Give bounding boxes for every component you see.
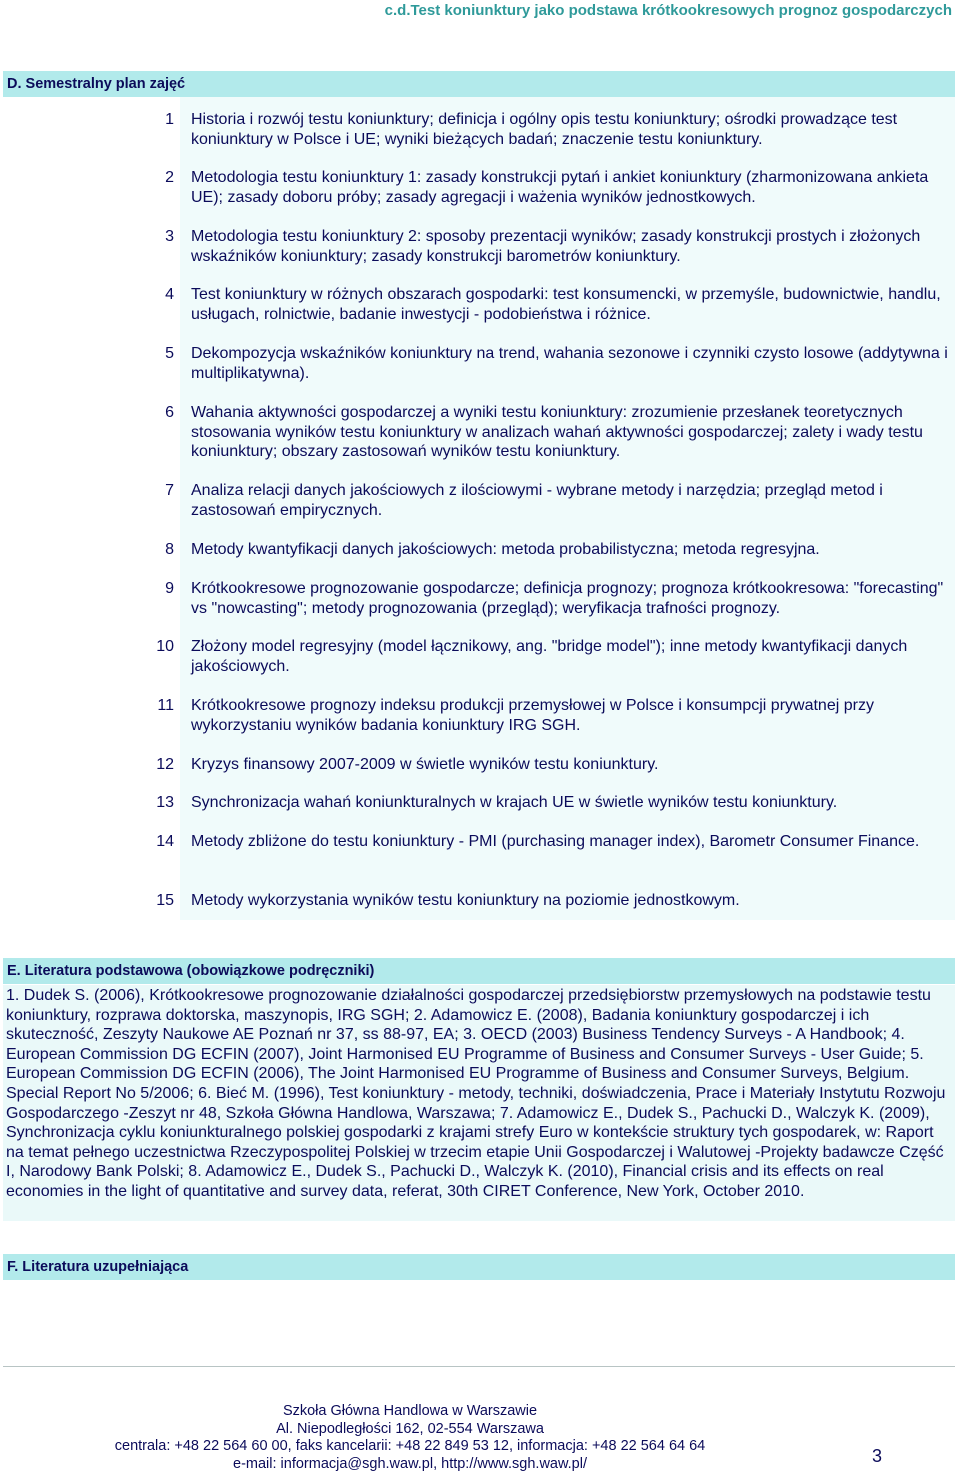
plan-section-heading: D. Semestralny plan zajęć — [3, 71, 955, 97]
footer-address: Al. Niepodległości 162, 02-554 Warszawa — [276, 1420, 544, 1437]
footer-contact: e-mail: informacja@sgh.waw.pl, http://www.sgh.waw.pl/ — [233, 1455, 587, 1472]
plan-item-text: Synchronizacja wahań koniunkturalnych w krajach UE w świetle wyników testu koniunktury. — [191, 794, 838, 811]
plan-item-text: Metodologia testu koniunktury 1: zasady konstrukcji pytań i ankiet koniunktury (zharmonizowana ankieta UE); zasady doboru próby; zasady agregacji i ważenia wyników jednostkowych. — [191, 169, 929, 206]
plan-item-text: Analiza relacji danych jakościowych z ilościowymi - wybrane metody i narzędzia; przegląd metod i zastosowań empirycznych. — [191, 482, 883, 519]
plan-item-text: Test koniunktury w różnych obszarach gospodarki: test konsumencki, w przemyśle, budownictwie, handlu, usługach, rolnictwie, badanie inwestycji - podobieństwa i różnice. — [191, 286, 941, 323]
plan-item-text: Metody kwantyfikacji danych jakościowych: metoda probabilistyczna; metoda regresyjna. — [191, 541, 820, 558]
plan-item-number: 15 — [156, 892, 174, 909]
plan-item-number: 12 — [156, 756, 174, 773]
literature-extra-heading: F. Literatura uzupełniająca — [3, 1254, 955, 1280]
plan-item-text: Dekompozycja wskaźników koniunktury na trend, wahania sezonowe i czynniki czysto losowe (addytywna i multiplikatywna). — [191, 345, 948, 382]
plan-item-text: Metodologia testu koniunktury 2: sposoby prezentacji wyników; zasady konstrukcji prostych i złożonych wskaźników koniunktury; zasady konstrukcji barometrów koniunktury. — [191, 228, 921, 265]
plan-item-text: Krótkookresowe prognozowanie gospodarcze; definicja prognozy; prognoza krótkookresowa: "forecasting" vs "nowcasting"; metody prognozowania (przegląd); weryfikacja trafności prognozy. — [191, 580, 944, 617]
plan-item-text: Złożony model regresyjny (model łącznikowy, ang. "bridge model"); inne metody kwantyfikacji danych jakościowych. — [191, 638, 908, 675]
plan-table — [3, 97, 955, 920]
plan-item-number: 11 — [157, 697, 174, 714]
literature-basic-box — [3, 985, 955, 1221]
plan-item-text: Historia i rozwój testu koniunktury; definicja i ogólny opis testu koniunktury; ośrodki prowadzące test koniunktury w Polsce i UE; wyniki bieżących badań; znaczenie testu koniunktury. — [191, 111, 898, 148]
footer-phones: centrala: +48 22 564 60 00, faks kancelarii: +48 22 849 53 12, informacja: +48 22 564 64 64 — [114, 1438, 706, 1455]
plan-item-number: 5 — [165, 345, 174, 362]
page-number: 3 — [872, 1446, 883, 1466]
literature-basic-heading: E. Literatura podstawowa (obowiązkowe podręczniki) — [3, 958, 955, 984]
plan-item-number: 2 — [165, 169, 174, 186]
plan-item-text: Metody zbliżone do testu koniunktury - PMI (purchasing manager index), Barometr Consumer Finance. — [191, 833, 920, 850]
running-header-title: c.d.Test koniunktury jako podstawa krótkookresowych prognoz gospodarczych — [384, 2, 952, 19]
plan-item-number: 1 — [165, 111, 174, 128]
plan-item-text: Krótkookresowe prognozy indeksu produkcji przemysłowej w Polsce i konsumpcji prywatnej przy wykorzystaniu wyników badania koniunktury IRG SGH. — [191, 697, 874, 734]
plan-item-number: 8 — [165, 541, 174, 558]
plan-item-number: 6 — [165, 404, 174, 421]
plan-list — [3, 97, 955, 920]
plan-item-number: 3 — [165, 228, 174, 245]
literature-basic-text: 1. Dudek S. (2006), Krótkookresowe prognozowanie działalności gospodarczej przedsiębiorstw przemysłowych na podstawie testu koniunktury, rozprawa doktorska, maszynopis, IRG SGH; 2. Adamowicz E. (2008), Badania koniunktury gospodarczej i ich skuteczność, Zeszyty Naukowe AE Poznań nr 37, ss 88-97, EA; 3. OECD (2003) Business Tendency Surveys - A Handbook; 4. European Commission DG ECFIN (2007), Joint Harmonised EU Programme of Business and Consumer Surveys - User Guide; 5. European Commission DG ECFIN (2006), The Joint Harmonised EU Programme of Business and Consumer Surveys, Belgium. Special Report No 5/2006; 6. Bieć M. (1996), Test koniunktury - metody, techniki, doświadczenia, Prace i Materiały Instytutu Rozwoju Gospodarczego -Zeszyt nr 48, Szkoła Główna Handlowa, Warszawa; 7. Adamowicz E., Dudek S., Pachucki D., Walczyk K. (2009), Synchronizacja cyklu koniunkturalnego polskiej gospodarki z krajami strefy Euro w kontekście struktury tych gospodarek, w: Raport na temat pełnego uczestnictwa Rzeczypospolitej Polskiej w trzecim etapie Unii Gospodarczej i Walutowej -Projekty badawcze Część I, Narodowy Bank Polski; 8. Adamowicz E., Dudek S., Pachucki D., Walczyk K. (2010), Financial crisis and its effects on real economies in the light of quantitative and survey data, referat, 30th CIRET Conference, New York, October 2010. — [6, 987, 946, 1200]
plan-item-number: 4 — [165, 286, 174, 303]
plan-item-number: 13 — [156, 794, 174, 811]
plan-item-number: 10 — [156, 638, 174, 655]
footer-divider — [3, 1366, 955, 1367]
plan-item-number: 14 — [156, 833, 174, 850]
plan-item-number: 7 — [165, 482, 174, 499]
plan-item-text: Wahania aktywności gospodarczej a wyniki testu koniunktury: zrozumienie przesłanek teoretycznych stosowania wyników testu koniunktury w analizach wahań aktywności gospodarczej; zalety i wady testu koniunktury; obszary zastosowań wyników testu koniunktury. — [191, 404, 923, 461]
plan-item-text: Kryzys finansowy 2007-2009 w świetle wyników testu koniunktury. — [191, 756, 659, 773]
footer — [0, 1403, 820, 1473]
plan-item-number: 9 — [165, 580, 174, 597]
plan-item-text: Metody wykorzystania wyników testu koniunktury na poziomie jednostkowym. — [191, 892, 740, 909]
footer-institution: Szkoła Główna Handlowa w Warszawie — [282, 1403, 538, 1419]
